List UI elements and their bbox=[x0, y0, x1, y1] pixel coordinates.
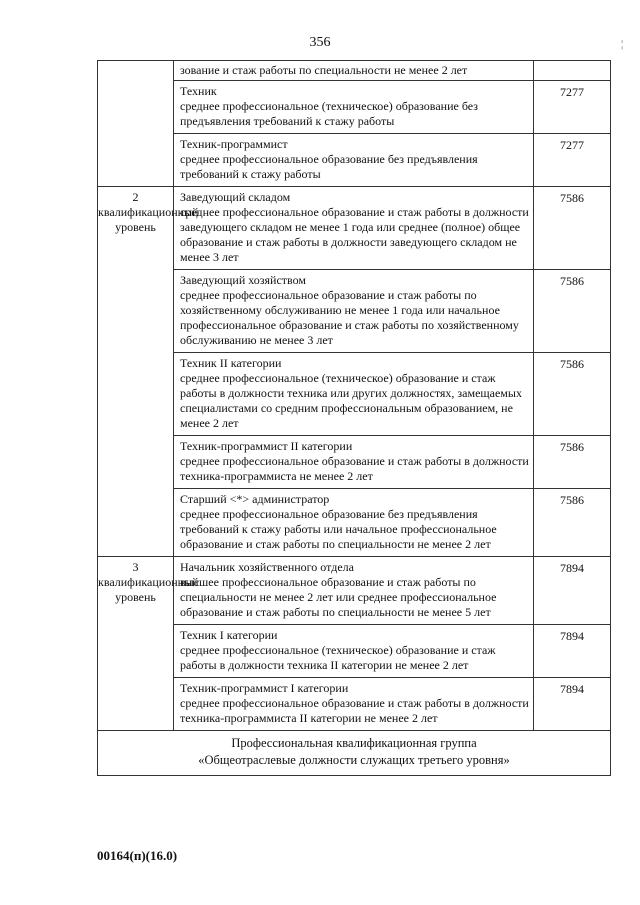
table-row bbox=[98, 625, 611, 678]
position-description bbox=[174, 270, 533, 352]
position-requirements: высшее профессиональное образование и стаж работы по специальности не менее 2 лет или среднее профессиональное образование и стаж работы по специальности не менее 5 лет bbox=[180, 575, 497, 619]
page-number: 356 bbox=[309, 35, 331, 50]
position-code: 7894 bbox=[560, 561, 584, 575]
table-row bbox=[98, 187, 611, 270]
table-row bbox=[98, 270, 611, 353]
position-title: Техник-программист II категории bbox=[180, 439, 353, 453]
margin-mark: ¦ bbox=[621, 38, 624, 50]
position-requirements: среднее профессиональное (техническое) образование и стаж работы в должности техника или других должностях, замещаемых специалистами со средним профессиональным образованием, не менее 2 лет bbox=[180, 371, 522, 430]
position-title: Заведующий складом bbox=[180, 190, 291, 204]
position-description bbox=[174, 557, 533, 624]
position-title: Старший <*> администратор bbox=[180, 492, 330, 506]
position-code: 7586 bbox=[560, 440, 584, 454]
position-description bbox=[174, 489, 533, 556]
empty-code-cell bbox=[534, 61, 611, 81]
position-requirements: среднее профессиональное (техническое) образование и стаж работы в должности техника II категории не менее 2 лет bbox=[180, 643, 496, 672]
group-header-row bbox=[98, 731, 611, 776]
position-title: Техник bbox=[180, 84, 217, 98]
table-row bbox=[98, 81, 611, 134]
position-description bbox=[174, 678, 533, 730]
position-description bbox=[174, 625, 533, 677]
position-title: Начальник хозяйственного отдела bbox=[180, 560, 354, 574]
position-title: Техник-программист I категории bbox=[180, 681, 349, 695]
position-requirements: среднее профессиональное образование и стаж работы в должности заведующего складом не менее 1 года или среднее (полное) общее образование и стаж работы в должности заведующего складом не менее 3 лет bbox=[180, 205, 529, 264]
table-row bbox=[98, 134, 611, 187]
position-title: Техник I категории bbox=[180, 628, 278, 642]
position-requirements: среднее профессиональное образование без предъявления требований к стажу работы bbox=[180, 152, 478, 181]
qualification-level-cell: 3 квалификационный уровень bbox=[98, 557, 174, 731]
table-row bbox=[98, 489, 611, 557]
position-code: 7586 bbox=[560, 191, 584, 205]
group-name-line: «Общеотраслевые должности служащих третьего уровня» bbox=[198, 753, 510, 767]
position-code: 7894 bbox=[560, 629, 584, 643]
position-title: Техник II категории bbox=[180, 356, 282, 370]
position-code: 7894 bbox=[560, 682, 584, 696]
position-requirements: среднее профессиональное образование и стаж работы в должности техника-программиста не менее 2 лет bbox=[180, 454, 529, 483]
table-row bbox=[98, 353, 611, 436]
position-code: 7586 bbox=[560, 357, 584, 371]
position-code: 7586 bbox=[560, 493, 584, 507]
table-row bbox=[98, 557, 611, 625]
qualification-table bbox=[97, 60, 611, 776]
qualification-level-cell: 2 квалификационный уровень bbox=[98, 187, 174, 557]
table-row bbox=[98, 436, 611, 489]
position-code: 7277 bbox=[560, 85, 584, 99]
position-requirements: среднее профессиональное образование и стаж работы в должности техника-программиста II категории не менее 2 лет bbox=[180, 696, 529, 725]
qualification-level-cell bbox=[98, 61, 174, 187]
table-row bbox=[98, 61, 611, 81]
table-row bbox=[98, 678, 611, 731]
position-description bbox=[174, 353, 533, 435]
position-requirements: среднее профессиональное (техническое) образование без предъявления требований к стажу работы bbox=[180, 99, 478, 128]
continuation-text: зование и стаж работы по специальности не менее 2 лет bbox=[180, 63, 468, 77]
position-description bbox=[174, 134, 533, 186]
position-requirements: среднее профессиональное образование без предъявления требований к стажу работы или начальное профессиональное образование и стаж работы по специальности не менее 2 лет bbox=[180, 507, 497, 551]
position-title: Техник-программист bbox=[180, 137, 288, 151]
position-description bbox=[174, 81, 533, 133]
position-code: 7586 bbox=[560, 274, 584, 288]
position-code: 7277 bbox=[560, 138, 584, 152]
group-title-line: Профессиональная квалификационная группа bbox=[231, 736, 477, 750]
position-description bbox=[174, 436, 533, 488]
position-description bbox=[174, 187, 533, 269]
document-code: 00164(п)(16.0) bbox=[97, 848, 178, 863]
position-requirements: среднее профессиональное образование и стаж работы по хозяйственному обслуживанию не менее 1 года или начальное профессиональное образование и стаж работы по хозяйственному обслуживанию не менее 3 лет bbox=[180, 288, 519, 347]
position-title: Заведующий хозяйством bbox=[180, 273, 306, 287]
